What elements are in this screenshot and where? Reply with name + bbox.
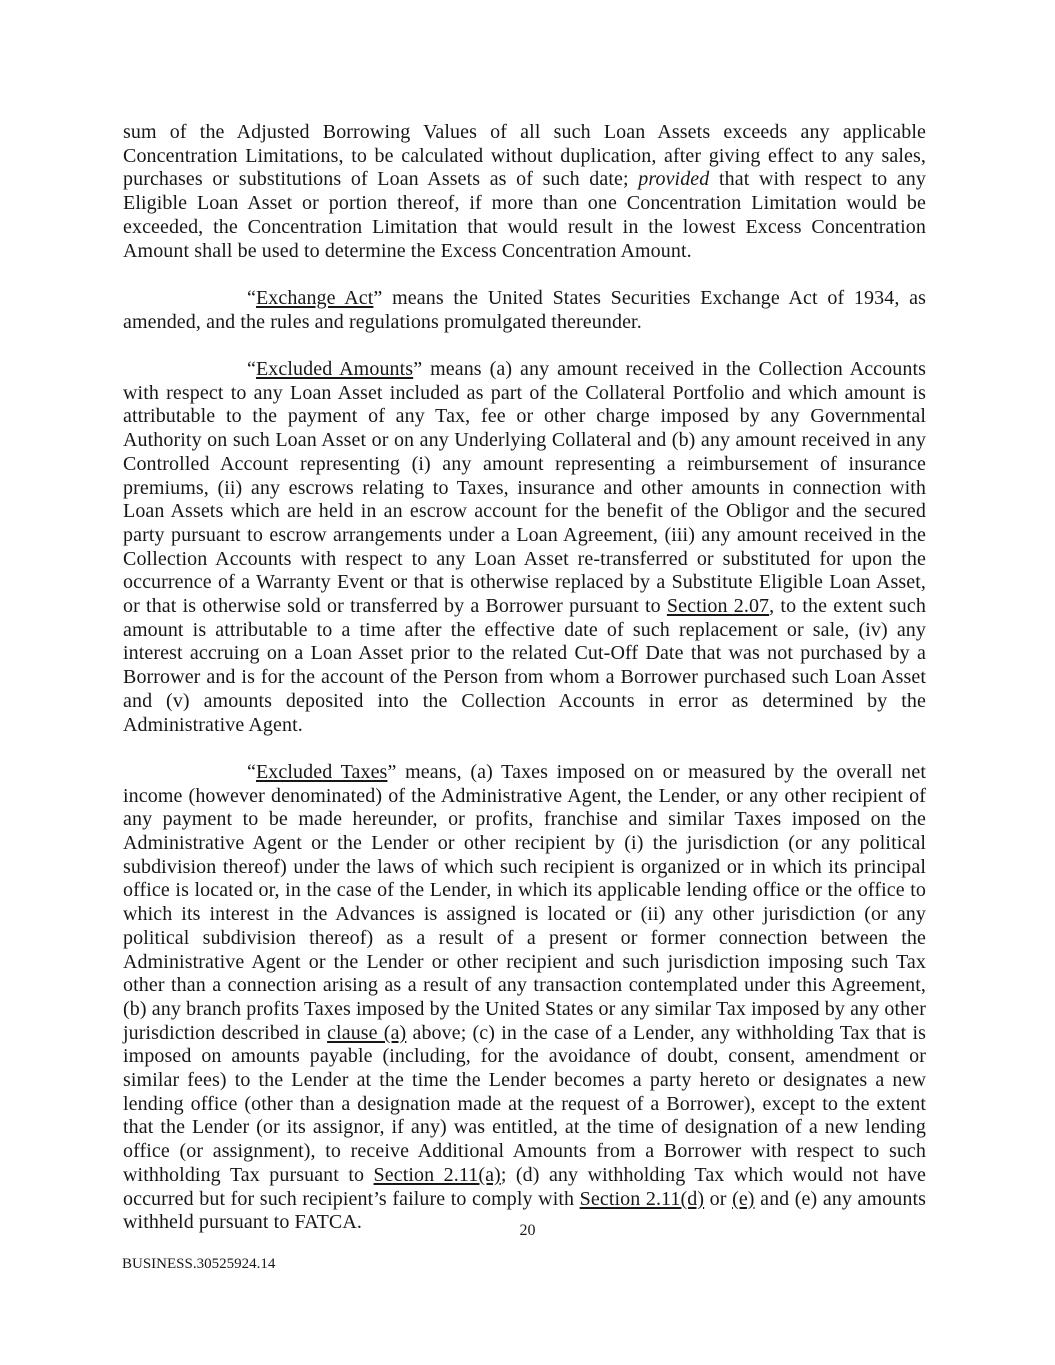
paragraph [123,121,926,263]
paragraph [123,287,926,334]
body-text: and (e) any amounts withheld pursuant to FATCA. [123,1187,926,1234]
defined-term: Excluded Taxes [255,760,388,783]
defined-term: clause (a) [327,1021,407,1044]
body-text: that with respect to any Eligible Loan Asset or portion thereof, if more than one Concentration Limitation would be exceeded, the Concentration Limitation that would result in the lowest Excess Concentration Amount shall be used to determine the Excess Concentration Amount. [123,168,926,262]
document-body [123,121,926,1235]
defined-term: Excluded Amounts [255,358,414,380]
body-text: “ [247,286,256,309]
defined-term: Exchange Act [255,286,374,309]
defined-term: (e) [732,1187,755,1210]
body-text: “ [247,760,256,783]
paragraph [123,358,926,737]
body-text: above; (c) in the case of a Lender, any withholding Tax that is imposed on amounts payable (including, for the avoidance of doubt, consent, amendment or similar fees) to the Lender at the time the Lender becomes a party hereto or designates a new lending office (other than a designation made at the request of a Borrower), except to the extent that the Lender (or its assignor, if any) was entitled, at the time of designation of a new lending office (or assignment), to receive Additional Amounts from a Borrower with respect to such withholding Tax pursuant to [123,1021,926,1186]
defined-term: Section 2.11(a) [373,1163,501,1186]
body-text: sum of the Adjusted Borrowing Values of all such Loan Assets exceeds any applicable Concentration Limitations, to be calculated without duplication, after giving effect to any sales, purchases or substitutions of Loan Assets as of such date; [123,121,926,191]
body-text: or [704,1187,733,1210]
document-id-footer: BUSINESS.30525924.14 [122,1256,276,1272]
emphasized-term: provided [638,168,710,191]
body-text: “ [247,358,256,380]
page-number: 20 [519,1222,536,1239]
body-text: ; (d) any withholding Tax which would not have occurred but for such recipient’s failure to comply with [123,1163,926,1210]
body-text: ” means (a) any amount received in the Collection Accounts with respect to any Loan Asset included as part of the Collateral Portfolio and which amount is attributable to the payment of any Tax, fee or other charge imposed by any Governmental Authority on such Loan Asset or on any Underlying Collateral and (b) any amount received in any Controlled Account representing (i) any amount representing a reimbursement of insurance premiums, (ii) any escrows relating to Taxes, insurance and other amounts in connection with Loan Assets which are held in an escrow account for the benefit of the Obligor and the secured party pursuant to escrow arrangements under a Loan Agreement, (iii) any amount received in the Collection Accounts with respect to any Loan Asset re-transferred or substituted for upon the occurrence of a Warranty Event or that is otherwise replaced by a Substitute Eligible Loan Asset, or that is otherwise sold or transferred by a Borrower pursuant to [123,358,926,618]
defined-term: Section 2.11(d) [579,1187,705,1210]
body-text: , to the extent such amount is attributable to a time after the effective date of such replacement or sale, (iv) any interest accruing on a Loan Asset prior to the related Cut-Off Date that was not purchased by a Borrower and is for the account of the Person from whom a Borrower purchased such Loan Asset and (v) amounts deposited into the Collection Accounts in error as determined by the Administrative Agent. [123,595,926,736]
body-text: ” means, (a) Taxes imposed on or measured by the overall net income (however denominated) of the Administrative Agent, the Lender, or any other recipient of any payment to be made hereunder, or profits, franchise and similar Taxes imposed on the Administrative Agent or the Lender or other recipient by (i) the jurisdiction (or any political subdivision thereof) under the laws of which such recipient is organized or in which its principal office is located or, in the case of the Lender, in which its applicable lending office or the office to which its interest in the Advances is assigned is located or (ii) any other jurisdiction (or any political subdivision thereof) as a result of a present or former connection between the Administrative Agent or the Lender or other recipient and such jurisdiction imposing such Tax other than a connection arising as a result of any transaction contemplated under this Agreement, (b) any branch profits Taxes imposed by the United States or any similar Tax imposed by any other jurisdiction described in [123,760,926,1044]
paragraph [123,761,926,1235]
body-text: ” means the United States Securities Exchange Act of 1934, as amended, and the rules and regulations promulgated thereunder. [123,286,926,333]
defined-term: Section 2.07 [666,595,770,618]
